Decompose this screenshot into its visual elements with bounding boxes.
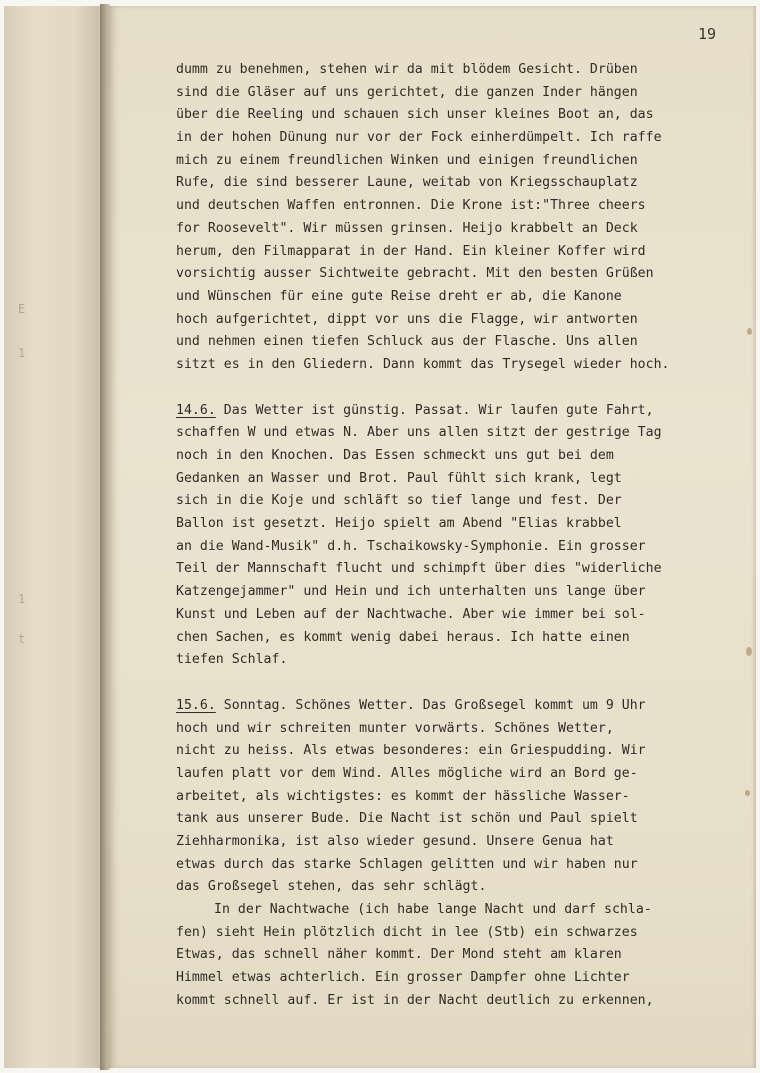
text-line: Katzengejammer" und Hein und ich unterhalten uns lange über: [176, 584, 646, 600]
text-line: Rufe, die sind besserer Laune, weitab von Kriegsschauplatz: [176, 175, 638, 191]
entry-first-line-text: Das Wetter ist günstig. Passat. Wir laufen gute Fahrt,: [215, 402, 654, 418]
facing-page-fragment: t: [18, 632, 26, 646]
night-watch-paragraph: [176, 899, 760, 1012]
text-line: Teil der Mannschaft flucht und schimpft über dies "widerliche: [176, 561, 662, 577]
facing-page-fragment: 1: [18, 592, 26, 606]
paper-stain: [746, 647, 752, 656]
text-line: laufen platt vor dem Wind. Alles mögliche wird an Bord ge-: [176, 765, 638, 781]
text-line: über die Reeling und schauen sich unser kleines Boot an, das: [176, 107, 654, 123]
text-line: und nehmen einen tiefen Schluck aus der Flasche. Uns allen: [176, 334, 638, 350]
paper-stain: [745, 790, 750, 796]
paragraph-gap: [176, 672, 760, 695]
text-line: tiefen Schlaf.: [176, 652, 288, 668]
paper-stain: [747, 328, 752, 335]
paragraph-gap: [176, 377, 760, 400]
text-line: an die Wand-Musik" d.h. Tschaikowsky-Symphonie. Ein grosser: [176, 538, 646, 554]
text-line: arbeitet, als wichtigstes: es kommt der hässliche Wasser-: [176, 788, 630, 804]
facing-page: [4, 6, 105, 1068]
text-line: hoch und wir schreiten munter vorwärts. Schönes Wetter,: [176, 720, 614, 736]
text-line: Etwas, das schnell näher kommt. Der Mond steht am klaren: [176, 947, 622, 963]
entry-date: 14.6.: [176, 402, 216, 418]
text-line: sitzt es in den Gliedern. Dann kommt das Trysegel wieder hoch.: [176, 356, 670, 372]
text-line: mich zu einem freundlichen Winken und einigen freundlichen: [176, 152, 638, 168]
entry-first-line-text: Sonntag. Schönes Wetter. Das Großsegel kommt um 9 Uhr: [215, 697, 646, 713]
paragraph-first-line: In der Nachtwache (ich habe lange Nacht und darf schla-: [214, 902, 652, 918]
text-line: for Roosevelt". Wir müssen grinsen. Heijo krabbelt an Deck: [176, 220, 638, 236]
text-line: vorsichtig ausser Sichtweite gebracht. Mit den besten Grüßen: [176, 266, 654, 282]
text-line: Kunst und Leben auf der Nachtwache. Aber wie immer bei sol-: [176, 606, 646, 622]
entry-first-line: [176, 695, 760, 718]
text-line: dumm zu benehmen, stehen wir da mit blödem Gesicht. Drüben: [176, 62, 638, 77]
text-line: nicht zu heiss. Als etwas besonderes: ein Griespudding. Wir: [176, 743, 646, 759]
text-line: und deutschen Waffen entronnen. Die Krone ist:"Three cheers: [176, 198, 646, 214]
text-line: etwas durch das starke Schlagen gelitten und wir haben nur: [176, 856, 638, 872]
facing-page-fragment: 1: [18, 346, 26, 360]
text-line: Ziehharmonika, ist also wieder gesund. Unsere Genua hat: [176, 834, 614, 849]
text-line: sind die Gläser auf uns gerichtet, die ganzen Inder hängen: [176, 84, 638, 100]
paragraph-continuation: [176, 59, 760, 377]
text-line: sich in die Koje und schläft so tief lange und fest. Der: [176, 493, 622, 509]
text-line: hoch aufgerichtet, dippt vor uns die Flagge, wir antworten: [176, 311, 638, 327]
text-line: chen Sachen, es kommt wenig dabei heraus. Ich hatte einen: [176, 629, 630, 645]
text-line: fen) sieht Hein plötzlich dicht in lee (Stb) ein schwarzes: [176, 924, 638, 940]
text-line: Ballon ist gesetzt. Heijo spielt am Abend "Elias krabbel: [176, 516, 622, 532]
entry-first-line: [176, 400, 760, 423]
text-line: und Wünschen für eine gute Reise dreht er ab, die Kanone: [176, 288, 622, 304]
text-line: kommt schnell auf. Er ist in der Nacht deutlich zu erkennen,: [176, 992, 654, 1008]
facing-page-fragment: E: [18, 302, 26, 316]
page-body: [176, 59, 760, 1013]
text-line: in der hohen Dünung nur vor der Fock einherdümpelt. Ich raffe: [176, 130, 662, 146]
text-line: tank aus unserer Bude. Die Nacht ist schön und Paul spielt: [176, 811, 638, 827]
text-line: schaffen W und etwas N. Aber uns allen sitzt der gestrige Tag: [176, 425, 662, 441]
typewritten-page: [108, 6, 756, 1068]
text-line: herum, den Filmapparat in der Hand. Ein kleiner Koffer wird: [176, 243, 646, 259]
diary-entry-14-6: [176, 400, 760, 672]
entry-date: 15.6.: [176, 697, 216, 713]
diary-entry-15-6: [176, 695, 760, 899]
text-line: noch in den Knochen. Das Essen schmeckt uns gut bei dem: [176, 448, 614, 463]
text-line: Himmel etwas achterlich. Ein grosser Dampfer ohne Lichter: [176, 970, 630, 986]
text-line: Gedanken an Wasser und Brot. Paul fühlt sich krank, legt: [176, 470, 622, 486]
text-line: das Großsegel stehen, das sehr schlägt.: [176, 879, 487, 895]
page-number: 19: [697, 25, 716, 43]
